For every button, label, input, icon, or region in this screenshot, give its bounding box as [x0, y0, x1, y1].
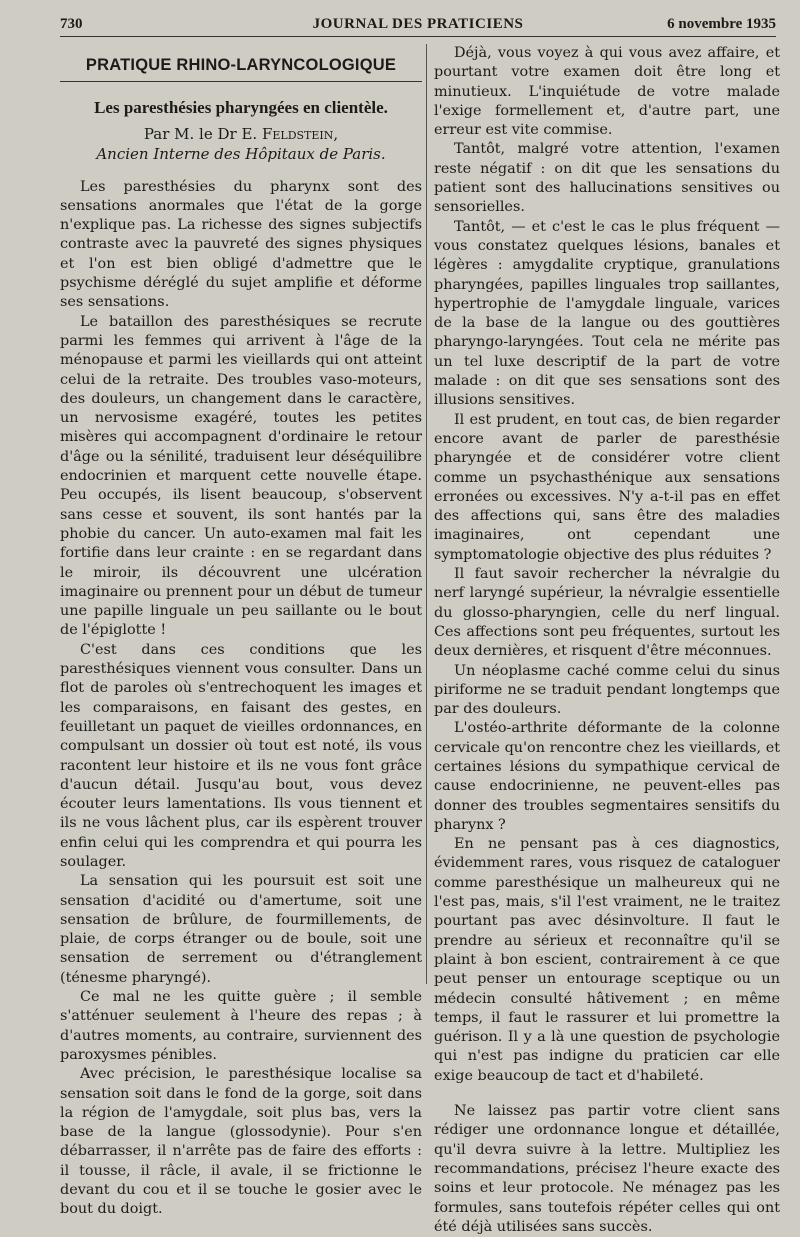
issue-date: 6 novembre 1935: [667, 16, 776, 32]
paragraph-spacer: [434, 1086, 780, 1102]
right-column: [434, 44, 780, 1237]
left-column: [60, 50, 422, 1220]
column-divider: [426, 44, 427, 984]
section-rule: [60, 81, 422, 82]
paragraph: Déjà, vous voyez à qui vous avez affaire, et pourtant votre examen doit être long et minutieux. L'inquiétude de votre malade l'exige formellement et, d'autre part, une erreur est vite commise.: [434, 45, 780, 139]
paragraph: Il est prudent, en tout cas, de bien regarder encore avant de parler de paresthésie pharyngée et de considérer votre client comme un psychasthénique aux sensations erronées ou excessives. N'y a-t-il pas en effet des affections qui, sans être des maladies imaginaires, ont cependant une symptomatologie objective des plus réduites ?: [434, 411, 780, 563]
closing-block: [434, 1102, 780, 1237]
closing-paragraph: Ne laissez pas partir votre client sans rédiger une ordonnance longue et détaillée, qu'il devra suivre à la lettre. Multipliez les recommandations, précisez l'heure exacte des soins et leur protocole. Ne ménagez pas les formules, sans toutefois répéter celles qui ont été déjà utilisées sans succès.: [434, 1103, 780, 1235]
section-title: PRATIQUE RHINO-LARYNCOLOGIQUE: [85, 56, 397, 74]
running-header: [60, 14, 776, 37]
paragraph: La sensation qui les poursuit est soit une sensation d'acidité ou d'amertume, soit une sensation de brûlure, de fourmillements, de plaie, de corps étranger ou de boule, soit une sensation de serrement ou d'étranglement (ténesme pharyngé).: [60, 873, 422, 986]
paragraph: Il faut savoir rechercher la névralgie du nerf laryngé supérieur, la névralgie essentielle du glosso-pharyngien, celle du nerf lingual. Ces affections sont peu fréquentes, surtout les deux dernières, et risquent d'être méconnues.: [434, 566, 780, 660]
paragraph: Les paresthésies du pharynx sont des sensations anormales que l'état de la gorge n'explique pas. La richesse des signes subjectifs contraste avec la pauvreté des signes physiques et l'on est bien obligé d'admettre que le psychisme déréglé du sujet amplifie et déforme ses sensations.: [60, 178, 422, 311]
paragraph: Tantôt, — et c'est le cas le plus fréquent — vous constatez quelques lésions, banales et légères : amygdalite cryptique, granulations pharyngées, papilles linguales trop saillantes, hypertrophie de l'amygdale linguale, varices de la base de la langue ou des gouttières pharyngo-laryngées. Tout cela ne mérite pas un tel luxe descriptif de la part de votre malade : on dit que ses sensations sont des illusions sensitives.: [434, 218, 780, 409]
paragraph: C'est dans ces conditions que les paresthésiques viennent vous consulter. Dans un flot de paroles où s'entrechoquent les images et les comparaisons, en faisant des gestes, en feuilletant un paquet de vieilles ordonnances, en compulsant un dossier où tout est noté, ils vous racontent leur histoire et ils ne vous font grâce d'aucun détail. Jusqu'au bout, vous devez écouter leurs lamentations. Ils vous tiennent et ils ne vous lâchent plus, car ils espèrent trouver enfin celui qui les comprendra et qui pourra les soulager.: [60, 641, 422, 870]
paragraph: Tantôt, malgré votre attention, l'examen reste négatif : on dit que les sensations du patient sont des hallucinations sensitives ou sensorielles.: [434, 141, 780, 216]
paragraph: Le bataillon des paresthésiques se recrute parmi les femmes qui arrivent à l'âge de la ménopause et parmi les vieillards qui ont atteint celui de la retraite. Des troubles vaso-moteurs, des douleurs, un changement dans le caractère, un nervosisme exagéré, toutes les petites misères qui accompagnent d'ordinaire le retour d'âge ou la sénilité, traduisent leur déséquilibre endocrinien et marquent cette nouvelle étape. Peu occupés, ils lisent beaucoup, s'observent sans cesse et souvent, ils sont hantés par la phobie du cancer. Un auto-examen mal fait les fortifie dans leur crainte : en se regardant dans le miroir, ils découvrent une ulcération imaginaire ou prennent pour un début de tumeur une papille linguale un peu saillante ou le bout de l'épiglotte !: [60, 313, 422, 639]
author-name: Feldstein,: [261, 124, 339, 143]
author-affiliation: Ancien Interne des Hôpitaux de Paris.: [96, 144, 386, 163]
byline-prefix: Par M. le Dr E.: [143, 124, 258, 143]
paragraph: L'ostéo-arthrite déformante de la colonne cervicale qu'on rencontre chez les vieillards, et certaines lésions du sympathique cervical de cause endocrinienne, ne peuvent-elles pas donner des troubles segmentaires sensitifs du pharynx ?: [434, 720, 780, 833]
paragraph: Avec précision, le paresthésique localise sa sensation soit dans le fond de la gorge, soit dans la région de l'amygdale, soit plus bas, vers la base de la langue (glossodynie). Pour s'en débarrasser, il n'arrête pas de faire des efforts : il tousse, il râcle, il avale, il se frictionne le devant du cou et il se touche le gosier avec le bout du doigt.: [60, 1066, 422, 1218]
paragraph: Ce mal ne les quitte guère ; il semble s'atténuer seulement à l'heure des repas ; à d'autres moments, au contraire, surviennent des paroxysmes pénibles.: [60, 989, 422, 1063]
article-title: Les paresthésies pharyngées en clientèle.: [94, 98, 388, 118]
byline: [60, 124, 422, 144]
journal-title: JOURNAL DES PRATICIENS: [312, 16, 524, 32]
paragraph: En ne pensant pas à ces diagnostics, évidemment rares, vous risquez de cataloguer comme paresthésique un malheureux qui ne l'est pas, mais, s'il l'est vraiment, ne le traitez pourtant pas avec désinvolture. Il faut le prendre au sérieux et reconnaître qu'il se plaint à bon escient, contrairement à ce que peut penser un entourage sceptique ou un médecin consulté hâtivement ; en même temps, il faut le rassurer et lui promettre la guérison. Il y a là une question de psychologie qui n'est pas indigne du praticien car elle exige beaucoup de tact et d'habileté.: [434, 836, 780, 1084]
paragraph: Un néoplasme caché comme celui du sinus piriforme ne se traduit pendant longtemps que par des douleurs.: [434, 662, 780, 718]
page-number: 730: [60, 16, 83, 32]
